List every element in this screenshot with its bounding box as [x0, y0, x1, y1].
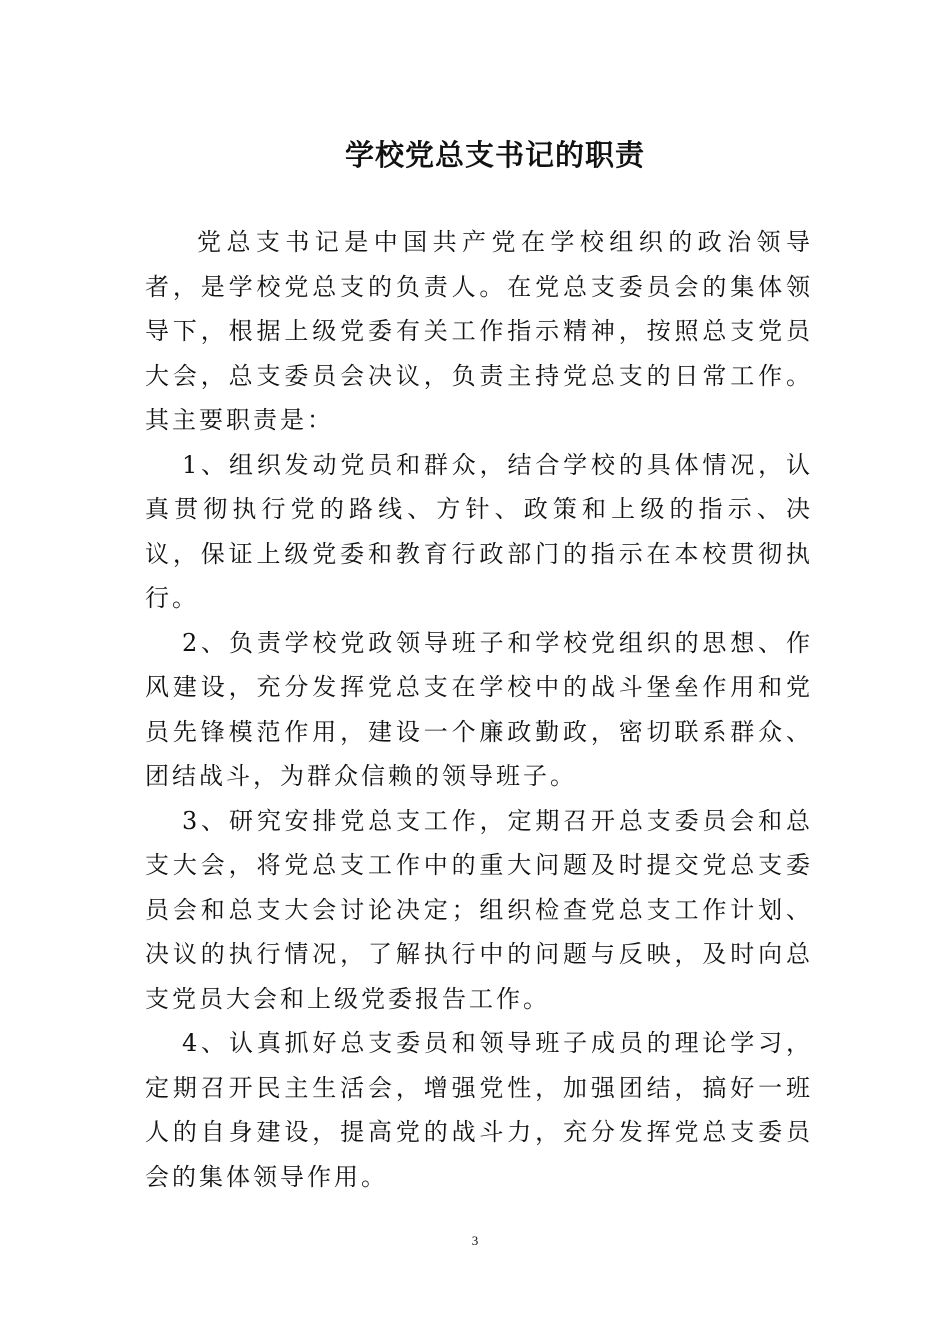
page-number: 3 [471, 1233, 479, 1248]
intro-paragraph: 党总支书记是中国共产党在学校组织的政治领导者，是学校党总支的负责人。在党总支委员会的集体领导下，根据上级党委有关工作指示精神，按照总支党员大会，总支委员会决议，负责主持党总支的日常工作。其主要职责是： [145, 228, 813, 434]
duty-item-2: 2、负责学校党政领导班子和学校党组织的思想、作风建设，充分发挥党总支在学校中的战斗堡垒作用和党员先锋模范作用，建设一个廉政勤政，密切联系群众、团结战斗，为群众信赖的领导班子。 [145, 628, 813, 790]
duty-item-3: 3、研究安排党总支工作，定期召开总支委员会和总支大会，将党总支工作中的重大问题及时提交党总支委员会和总支大会讨论决定；组织检查党总支工作计划、决议的执行情况，了解执行中的问题与反映，及时向总支党员大会和上级党委报告工作。 [145, 806, 813, 1013]
document-body [145, 220, 813, 1199]
duty-item-4: 4、认真抓好总支委员和领导班子成员的理论学习，定期召开民主生活会，增强党性，加强团结，搞好一班人的自身建设，提高党的战斗力，充分发挥党总支委员会的集体领导作用。 [145, 1029, 813, 1191]
document-title: 学校党总支书记的职责 [344, 138, 645, 172]
duty-item-1: 1、组织发动党员和群众，结合学校的具体情况，认真贯彻执行党的路线、方针、政策和上级的指示、决议，保证上级党委和教育行政部门的指示在本校贯彻执行。 [145, 450, 813, 612]
